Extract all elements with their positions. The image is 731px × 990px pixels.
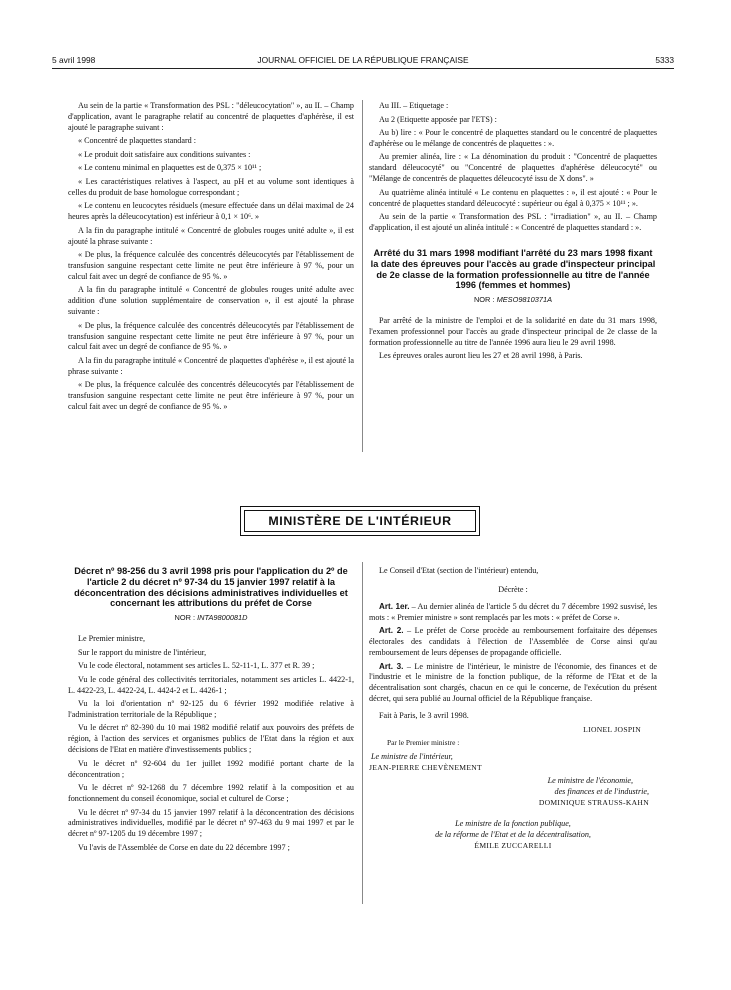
conseil-line: Le Conseil d'Etat (section de l'intérieur) entendu, [379, 566, 539, 575]
paragraph: Les épreuves orales auront lieu les 27 et 28 avril 1998, à Paris. [379, 351, 583, 361]
paragraph: « Le contenu minimal en plaquettes est de 0,375 × 10¹¹ ; [78, 163, 262, 173]
visa: Vu la loi d'orientation nº 92-125 du 6 février 1992 modifiée relative à l'administration territoriale de la République ; [68, 699, 354, 719]
min-eco-name: DOMINIQUE STRAUSS-KAHN [538, 797, 649, 807]
visa: Vu le décret nº 82-390 du 10 mai 1982 modifié relatif aux pouvoirs des préfets de région, à l'action des services et organismes publics de l'Etat dans la région et aux décisions de l'Etat en matière d'investissements publics ; [68, 723, 354, 755]
min-fp-title-2: de la réforme de l'Etat et de la décentralisation, [435, 829, 591, 839]
paragraph: Au premier alinéa, lire : « La dénomination du produit : "Concentré de plaquettes standard déleucocyté" ou "Concentré de plaquettes d'aphérèse déleucocyté" ou "Mélange de concentrés de plaquettes déleucocyté issu de X dons". » [369, 152, 657, 184]
paragraph: Au quatrième alinéa intitulé « Le contenu en plaquettes : », il est ajouté : « Pour le concentré de plaquettes standard déleucocyté : supérieur ou égal à 0,375 × 10¹¹ ; ». [369, 187, 657, 208]
page-header [52, 55, 674, 69]
paragraph: « De plus, la fréquence calculée des concentrés déleucocytés par l'établissement de transfusion sanguine respectant cette limite ne peut être inférieure à 97 %, pour un calcul fait avec un degré de confiance de 95 %. » [68, 320, 354, 352]
paragraph: A la fin du paragraphe intitulé « Concentré de globules rouges unité adulte avec addition d'une solution supplémentaire de conservation », il est ajouté la phrase suivante : [68, 285, 354, 317]
visa: Vu le décret nº 92-604 du 1er juillet 1992 modifié portant charte de la déconcentration ; [68, 758, 354, 779]
visa: Vu le code électoral, notamment ses articles L. 52-11-1, L. 377 et R. 39 ; [78, 661, 315, 671]
article-3-text: – Le ministre de l'intérieur, le ministre de l'économie, des finances et de l'industrie et le ministre de la fonction publique, de la réforme de l'Etat et de la décentralisation sont chargés, chacun en ce qui le concerne, de l'exécution du présent décret, qui sera publié au Journal officiel de la République française. [369, 661, 657, 704]
nor-label: NOR : [473, 295, 495, 305]
paragraph: Au b) lire : « Pour le concentré de plaquettes standard ou le concentré de plaquettes d'aphérèse ou le mélange de concentrés de plaquettes : ». [369, 128, 657, 148]
min-fp-title-1: Le ministre de la fonction publique, [455, 818, 571, 828]
article-3 [369, 662, 657, 706]
decret-nor [68, 613, 354, 624]
paragraph: « Les caractéristiques relatives à l'aspect, au pH et au volume sont identiques à celles du produit de base homologue correspondant ; [68, 176, 354, 197]
article-1-label: Art. 1er. [379, 601, 410, 611]
paragraph: « Le produit doit satisfaire aux conditions suivantes : [78, 149, 251, 159]
paragraph: Au sein de la partie « Transformation des PSL : "déleucocytation" », au II. – Champ d'application, avant le paragraphe relatif au concentré de plaquettes d'aphérèse, il est ajouté le paragraphe suivant : [68, 101, 354, 132]
paragraph: A la fin du paragraphe intitulé « Concentré de globules rouges unité adulte », il est ajouté la phrase suivante : [68, 225, 354, 246]
header-title: JOURNAL OFFICIEL DE LA RÉPUBLIQUE FRANÇAISE [257, 55, 469, 65]
nor-code: INTA9800081D [197, 613, 248, 623]
arrete-nor [369, 295, 657, 306]
paragraph: Par arrêté de la ministre de l'emploi et de la solidarité en date du 31 mars 1998, l'examen professionnel pour l'accès au grade d'inspecteur principal de 2e classe de la formation professionnelle au titre de l'année 1996 aura lieu le 29 avril 1998. [369, 316, 657, 347]
visa: Vu le décret nº 97-34 du 15 janvier 1997 relatif à la déconcentration des décisions administratives individuelles, modifié par le décret nº 97-463 du 9 mai 1997 et par le décret nº 97-1205 du 19 décembre 1997 ; [68, 807, 354, 839]
min-int-title: Le ministre de l'intérieur, [371, 751, 453, 761]
paragraph: « Le contenu en leucocytes résiduels (mesure effectuée dans un délai maximal de 24 heures après la déleucocytation) est inférieur à 0,1 × 10⁶. » [68, 201, 354, 222]
article-2-label: Art. 2. [379, 626, 404, 636]
visa: Sur le rapport du ministre de l'intérieur, [78, 647, 207, 657]
column-1 [68, 101, 354, 416]
min-eco-title-2: des finances et de l'industrie, [554, 786, 649, 796]
visa: Vu le décret nº 92-1268 du 7 décembre 1992 relatif à la composition et au fonctionnement du conseil économique, social et culturel de Corse ; [68, 783, 354, 804]
column-2 [369, 101, 657, 365]
article-3-label: Art. 3. [379, 661, 404, 671]
par-pm-line: Par le Premier ministre : [387, 738, 460, 748]
fait-line: Fait à Paris, le 3 avril 1998. [379, 711, 469, 721]
signature-pm: LIONEL JOSPIN [583, 724, 641, 734]
visa: Le Premier ministre, [78, 634, 146, 644]
article-2 [369, 626, 657, 659]
visa: Vu l'avis de l'Assemblée de Corse en date du 22 décembre 1997 ; [78, 842, 290, 852]
header-page-number: 5333 [655, 55, 674, 65]
column-divider-bottom [362, 562, 363, 904]
arrete-title: Arrêté du 31 mars 1998 modifiant l'arrêté du 23 mars 1998 fixant la date des épreuves pour l'accès au grade d'inspecteur principal de 2e classe de la formation professionnelle au titre de l'année 1996 (femmes et hommes) [370, 247, 656, 291]
decret-title: Décret nº 98-256 du 3 avril 1998 pris pour l'application du 2º de l'article 2 du décret nº 97-34 du 15 janvier 1997 relatif à la déconcentration des décisions administratives individuelles et concernant les attributions du préfet de Corse [74, 566, 348, 609]
nor-label: NOR : [174, 613, 196, 623]
paragraph: Au 2 (Etiquette apposée par l'ETS) : [379, 114, 497, 124]
ministry-heading: MINISTÈRE DE L'INTÉRIEUR [244, 510, 476, 532]
min-int-name: JEAN-PIERRE CHEVÈNEMENT [369, 762, 482, 772]
paragraph: « De plus, la fréquence calculée des concentrés déleucocytés par l'établissement de transfusion sanguine respectant cette limite ne peut être inférieure à 97 %, pour un calcul fait avec un degré de confiance de 95 %. » [68, 250, 354, 281]
min-eco-title-1: Le ministre de l'économie, [547, 776, 633, 786]
column-4 [369, 566, 657, 854]
article-1-text: – Au dernier alinéa de l'article 5 du décret du 7 décembre 1992 susvisé, les mots : « Premier ministre » sont remplacés par les mots : « préfet de Corse ». [369, 601, 657, 622]
visa: Vu le code général des collectivités territoriales, notamment ses articles L. 4422-1, L. 4422-23, L. 4422-24, L. 4424-2 et L. 4426-1 ; [68, 674, 354, 695]
header-rule [52, 68, 674, 69]
paragraph: « De plus, la fréquence calculée des concentrés déleucocytés par l'établissement de transfusion sanguine respectant cette limite ne peut être inférieure à 97 %, pour un calcul fait avec un degré de confiance de 95 %. » [68, 380, 354, 412]
article-1 [369, 602, 657, 624]
paragraph: Au III. – Etiquetage : [379, 101, 449, 110]
paragraph: « Concentré de plaquettes standard : [78, 136, 196, 146]
decrete-line: Décrète : [498, 584, 528, 594]
article-2-text: – Le préfet de Corse procède au remboursement forfaitaire des dépenses électorales des candidats à l'élection de l'Assemblée de Corse ainsi qu'au remboursement de leurs dépenses de propagande officielle. [369, 626, 657, 658]
column-divider-top [362, 100, 363, 452]
paragraph: Au sein de la partie « Transformation des PSL : "irradiation" », au II. – Champ d'application, il est ajouté un alinéa intitulé : « Concentré de plaquettes standard : ». [369, 212, 657, 233]
nor-code: MESO9810371A [496, 295, 553, 305]
header-date: 5 avril 1998 [52, 55, 96, 65]
min-fp-name: ÉMILE ZUCCARELLI [474, 840, 552, 850]
column-3 [68, 566, 354, 856]
paragraph: A la fin du paragraphe intitulé « Concentré de plaquettes d'aphérèse », il est ajouté la phrase suivante : [68, 355, 354, 376]
